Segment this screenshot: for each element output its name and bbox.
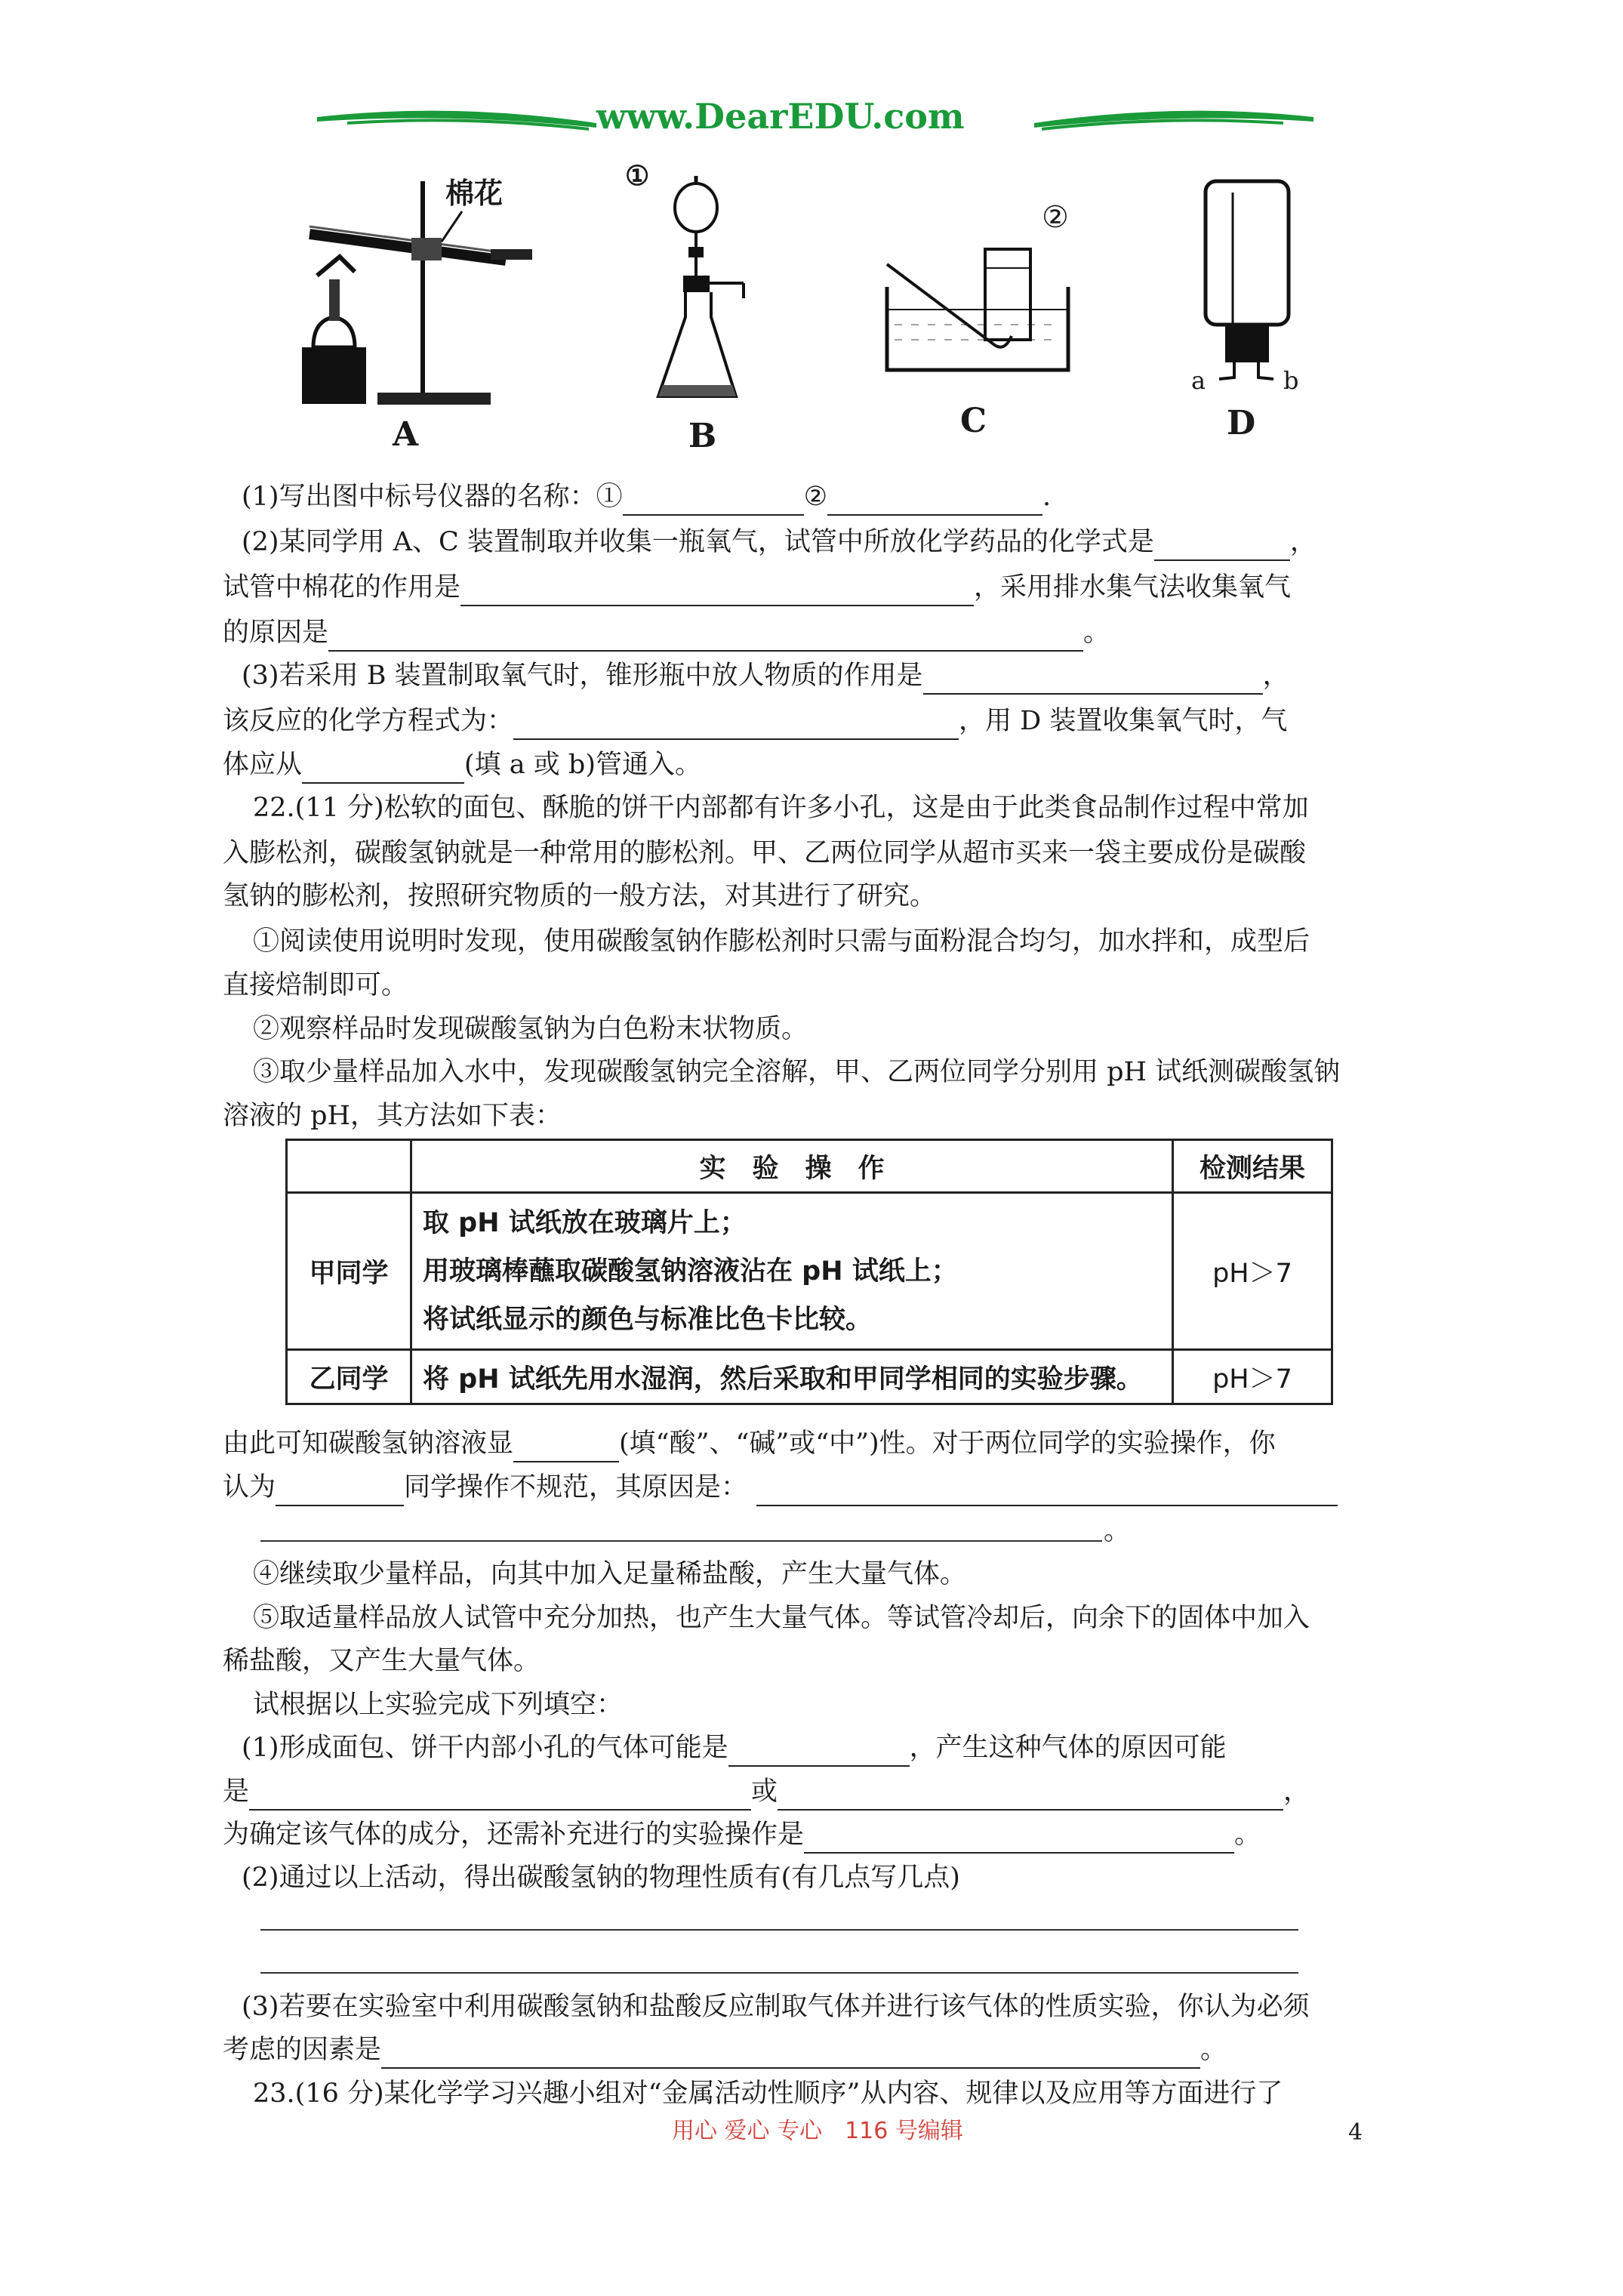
- answer-blank-formula[interactable]: [1154, 531, 1290, 561]
- apparatus-c-diagram: [879, 227, 1076, 378]
- answer-blank-instrument-1[interactable]: [623, 485, 804, 516]
- cotton-label: 棉花: [445, 177, 504, 210]
- answer-blank-equation[interactable]: [513, 710, 959, 740]
- answer-blank-instrument-2[interactable]: [827, 485, 1042, 516]
- answer-blank-factors[interactable]: [381, 2039, 1200, 2069]
- fill-1-line-1: (1)形成面包、饼干内部小孔的气体可能是 ，产生这种气体的原因可能: [242, 1729, 1227, 1767]
- q22-intro-3: 氢钠的膨松剂，按照研究物质的一般方法，对其进行了研究。: [223, 881, 937, 911]
- q3-line-1: (3)若采用 B 装置制取氧气时，锥形瓶中放人物质的作用是 ，: [242, 657, 1289, 695]
- answer-blank-cause-2[interactable]: [778, 1780, 1283, 1811]
- marker-2: ②: [1042, 200, 1069, 235]
- footer-slogan: 用心 爱心 专心 116 号编辑: [672, 2118, 963, 2144]
- answer-blank-cotton-role[interactable]: [460, 576, 974, 606]
- header-result: 检测结果: [1173, 1140, 1332, 1193]
- q2-line-2: 试管中棉花的作用是 ，采用排水集气法收集氧气: [223, 569, 1291, 606]
- figure-label-c: C: [960, 402, 987, 440]
- q1-line: (1)写出图中标号仪器的名称：① ② .: [242, 478, 1051, 516]
- step-3-line-2: 溶液的 pH，其方法如下表：: [223, 1101, 562, 1131]
- answer-blank-gas[interactable]: [728, 1737, 910, 1767]
- answer-blank-student[interactable]: [276, 1476, 404, 1506]
- q3-line-2: 该反应的化学方程式为： ，用 D 装置收集氧气时，气: [223, 702, 1287, 740]
- conclusion-line-1: 由此可知碳酸氢钠溶液显 (填“酸”、“碱”或“中”)性。对于两位同学的实验操作，你: [223, 1425, 1276, 1462]
- answer-blank-acidity[interactable]: [513, 1432, 619, 1462]
- tube-a-label: a: [1191, 366, 1206, 395]
- ph-test-table: [285, 1139, 1333, 1405]
- answer-blank-reason[interactable]: [756, 1476, 1338, 1506]
- figure-label-a: A: [393, 415, 419, 454]
- answer-blank-flask-role[interactable]: [923, 664, 1263, 695]
- row-jia-operations: 取 pH 试纸放在玻璃片上； 用玻璃棒蘸取碳酸氢钠溶液沾在 pH 试纸上； 将试纸显示的颜色与标准比色卡比较。: [411, 1193, 1173, 1350]
- step-1-line-1: ①阅读使用说明时发现，使用碳酸氢钠作膨松剂时只需与面粉混合均匀，加水拌和，成型后: [253, 926, 1310, 957]
- answer-blank-water-collection-reason[interactable]: [328, 621, 1083, 652]
- answer-blank-tube-choice[interactable]: [302, 754, 464, 784]
- q3-line-3: 体应从 (填 a 或 b)管通入。: [223, 746, 701, 784]
- step-4: ④继续取少量样品，向其中加入足量稀盐酸，产生大量气体。: [253, 1559, 967, 1589]
- step-5-line-1: ⑤取适量样品放人试管中充分加热，也产生大量气体。等试管冷却后，向余下的固体中加入: [253, 1603, 1310, 1633]
- fill-1-line-3: 为确定该气体的成分，还需补充进行的实验操作是 。: [223, 1816, 1261, 1854]
- q22-intro-1: 22.(11 分)松软的面包、酥脆的饼干内部都有许多小孔，这是由于此类食品制作过程中常加: [253, 793, 1309, 823]
- fill-2: (2)通过以上活动，得出碳酸氢钠的物理性质有(有几点写几点): [242, 1863, 960, 1893]
- apparatus-b-diagram: [649, 162, 755, 411]
- conclusion-line-2: 认为 同学操作不规范，其原因是：: [223, 1469, 1338, 1506]
- row-yi-operation: 将 pH 试纸先用水湿润，然后采取和甲同学相同的实验步骤。: [411, 1350, 1173, 1404]
- conclusion-end: 。: [1104, 1516, 1131, 1546]
- step-1-line-2: 直接焙制即可。: [223, 970, 408, 1000]
- answer-blank-extra-operation[interactable]: [804, 1823, 1234, 1854]
- fill-3-line-1: (3)若要在实验室中利用碳酸氢钠和盐酸反应制取气体并进行该气体的性质实验，你认为必须: [242, 1992, 1310, 2022]
- q2-line-1: (2)某同学用 A、C 装置制取并收集一瓶氧气，试管中所放化学药品的化学式是 ，: [242, 523, 1317, 561]
- step-2: ②观察样品时发现碳酸氢钠为白色粉末状物质。: [253, 1014, 808, 1044]
- marker-1: ①: [625, 160, 650, 192]
- row-jia-result: pH＞7: [1173, 1193, 1332, 1350]
- table-row: [287, 1193, 1332, 1350]
- row-student-yi: 乙同学: [287, 1350, 411, 1404]
- figure-label-d: D: [1227, 404, 1256, 442]
- q2-line-3: 的原因是 。: [223, 614, 1110, 652]
- row-student-jia: 甲同学: [287, 1193, 411, 1350]
- table-row: [287, 1350, 1332, 1404]
- page-number: 4: [1348, 2119, 1363, 2146]
- fill-3-line-2: 考虑的因素是 。: [223, 2031, 1227, 2069]
- fill-1-line-2: 是 或 ，: [223, 1773, 1310, 1811]
- answer-line-physical-properties-2[interactable]: [260, 1972, 1298, 1974]
- fill-intro: 试根据以上实验完成下列填空：: [253, 1690, 624, 1720]
- step-5-line-2: 稀盐酸，又产生大量气体。: [223, 1646, 540, 1676]
- figure-label-b: B: [688, 417, 717, 455]
- answer-blank-cause-1[interactable]: [249, 1780, 751, 1811]
- answer-line-physical-properties-1[interactable]: [260, 1929, 1298, 1931]
- question-23: 23.(16 分)某化学学习兴趣小组对“金属活动性顺序”从内容、规律以及应用等方面进行了: [253, 2079, 1283, 2109]
- row-yi-result: pH＞7: [1173, 1350, 1332, 1404]
- answer-blank-reason-continued[interactable]: [260, 1540, 1102, 1542]
- tube-b-label: b: [1283, 366, 1299, 395]
- header-operation: 实 验 操 作: [411, 1140, 1173, 1193]
- q22-intro-2: 入膨松剂，碳酸氢钠就是一种常用的膨松剂。甲、乙两位同学从超市买来一袋主要成份是碳酸: [223, 838, 1307, 868]
- step-3-line-1: ③取少量样品加入水中，发现碳酸氢钠完全溶解，甲、乙两位同学分别用 pH 试纸测碳酸氢钠: [253, 1057, 1341, 1087]
- site-title[interactable]: www.DearEDU.com: [596, 96, 965, 137]
- table-header-row: [287, 1140, 1332, 1193]
